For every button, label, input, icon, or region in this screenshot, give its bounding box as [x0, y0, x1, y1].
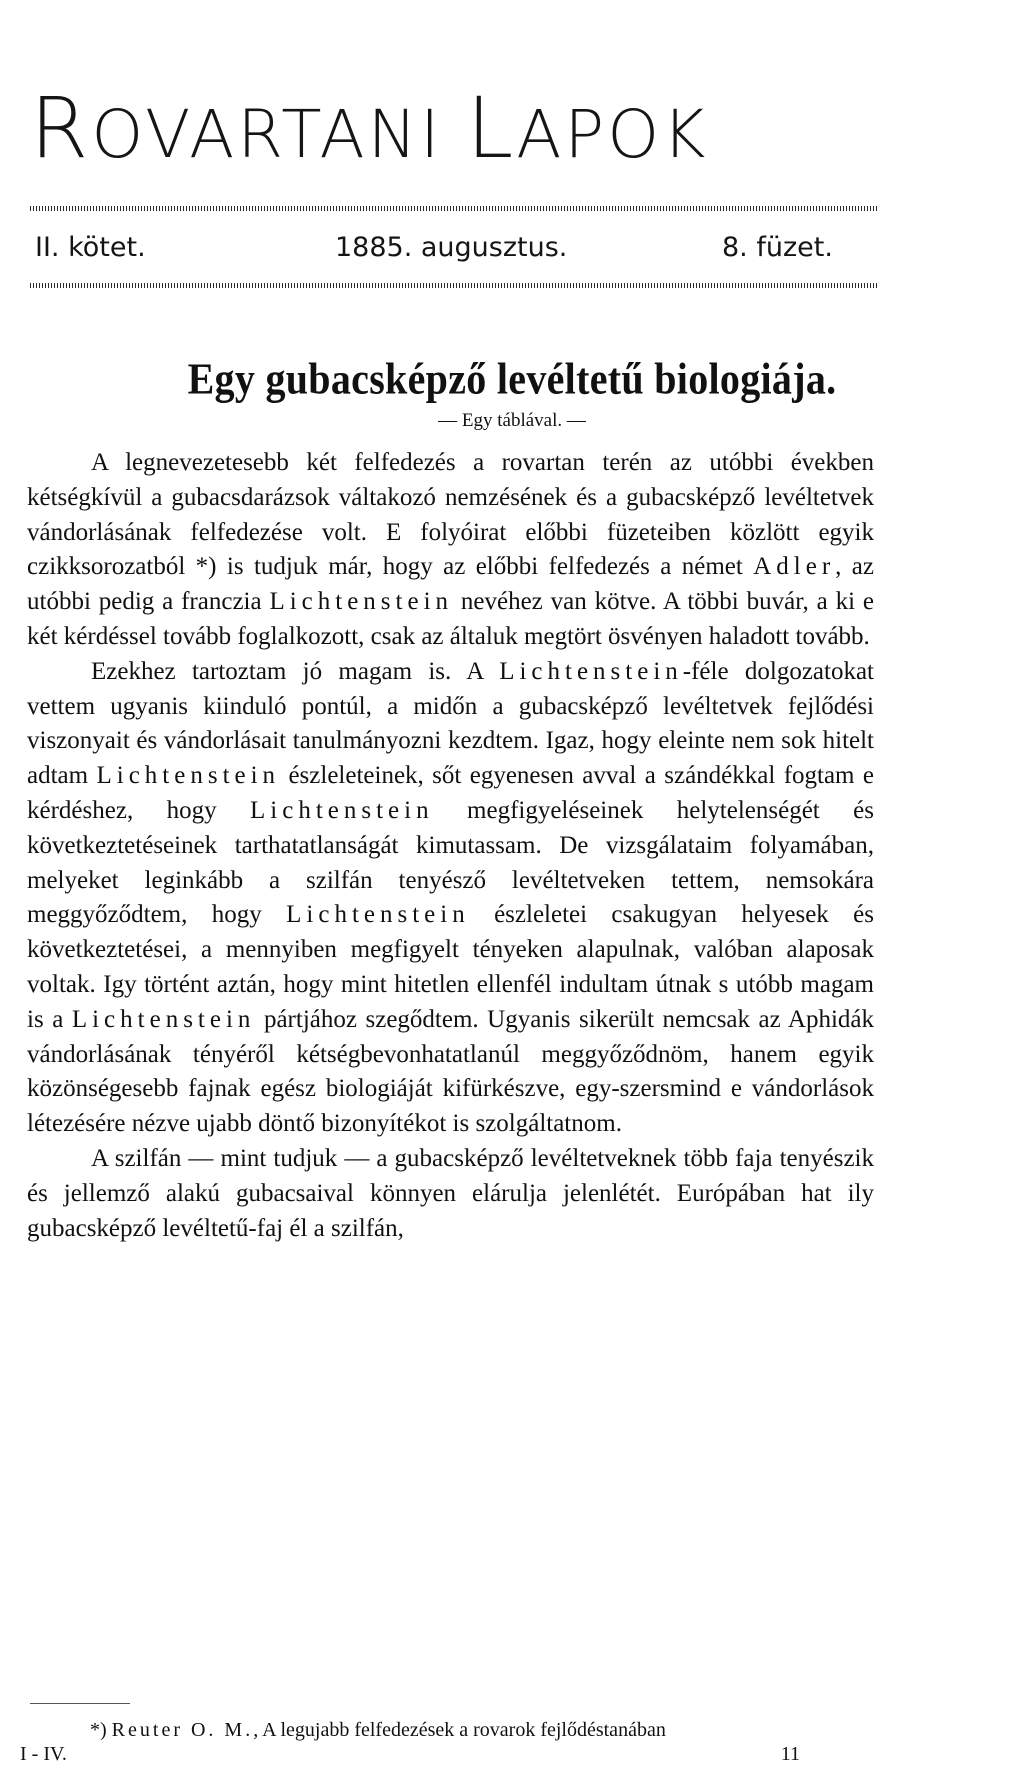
journal-masthead: ROVARTANI LAPOK: [30, 79, 709, 177]
article-title: Egy gubacsképző levéltetű biologiája.: [187, 353, 837, 404]
issue-info: [35, 232, 875, 268]
footnote-line: *) Reuter O. M., A legujabb felfedezések a rovarok fejlődéstanában: [90, 1719, 666, 1741]
footnote-author: Reuter O. M.: [111, 1719, 254, 1741]
author-name: Lichtenstein: [269, 588, 454, 616]
author-name: Adler: [753, 553, 836, 581]
page-number: 11: [780, 1743, 800, 1765]
issue-date: 1885. augusztus.: [335, 232, 568, 263]
footnote: [20, 1718, 880, 1766]
footnote-continuation-line: [20, 1742, 880, 1766]
bottom-rule: [30, 283, 878, 288]
paragraph-3: A szilfán — mint tudjuk — a gubacsképző levéltetveknek több faja tenyészik és jellemző alakú gubacsaival könnyen elárulja jelenlétét. Európában hat ily gubacsképző levéltetű-faj él a szilfán,: [27, 1144, 874, 1242]
author-name: Lichtenstein: [96, 762, 281, 790]
article-body: [27, 446, 874, 1246]
author-name: Lichtenstein: [250, 796, 434, 824]
top-rule: [30, 206, 878, 211]
paragraph-2: Ezekhez tartoztam jó magam is. A Lichtenstein-féle dolgozatokat vettem ugyanis kiinduló pontúl, a midőn a gubacsképző levéltetvek fejlődési viszonyait és vándorlásait tanulmányozni kezdtem. Igaz, hogy eleinte nem sok hitelt adtam Lichtenstein észleleteinek, sőt egyenesen avval a szándékkal fogtam e kérdéshez, hogy Lichtenstein megfigyeléseinek helytelenségét és következtetéseinek tarthatatlanságát kimutassam. De vizsgálataim folyamában, melyeket leginkább a szilfán tenyésző levéltetveken tettem, nemsokára meggyőződtem, hogy Lichtenstein észleletei csakugyan helyesek és következtetései, a mennyiben megfigyelt tényeken alapulnak, valóban alaposak voltak. Igy történt aztán, hogy mint hitetlen ellenfél indultam útnak s utóbb magam is a Lichtenstein pártjához szegődtem. Ugyanis sikerült nemcsak az Aphidák vándorlásának tényéről kétségbevonhatatlanúl meggyőződnöm, hanem egyik közönségesebb fajnak egész biologiáját kifürkészve, egy-szersmind e vándorlások létezésére nézve ujabb döntő bizonyítékot is szolgáltatnom.: [27, 657, 874, 1138]
author-name: Lichtenstein: [71, 1005, 256, 1033]
article-subtitle: — Egy táblával. —: [438, 410, 586, 431]
author-name: Lichtenstein: [286, 901, 470, 929]
issue-number: 8. füzet.: [722, 232, 833, 263]
footnote-rule: [30, 1703, 130, 1704]
volume-label: II. kötet.: [35, 232, 146, 263]
footnote-continuation: I - IV.: [20, 1743, 67, 1765]
paragraph-1: A legnevezetesebb két felfedezés a rovartan terén az utóbbi években kétségkívül a gubacsdarázsok váltakozó nemzésének és a gubacsképző levéltetvek vándorlásának felfedezése volt. E folyóirat előbbi füzeteiben közlött egyik czikksorozatból *) is tudjuk már, hogy az előbbi felfedezés a német Adler, az utóbbi pedig a franczia Lichtenstein nevéhez van kötve. A többi buvár, a ki e két kérdéssel tovább foglalkozott, csak az általuk megtört ösvényen haladott tovább.: [27, 449, 874, 650]
author-name: Lichtenstein: [499, 657, 683, 685]
